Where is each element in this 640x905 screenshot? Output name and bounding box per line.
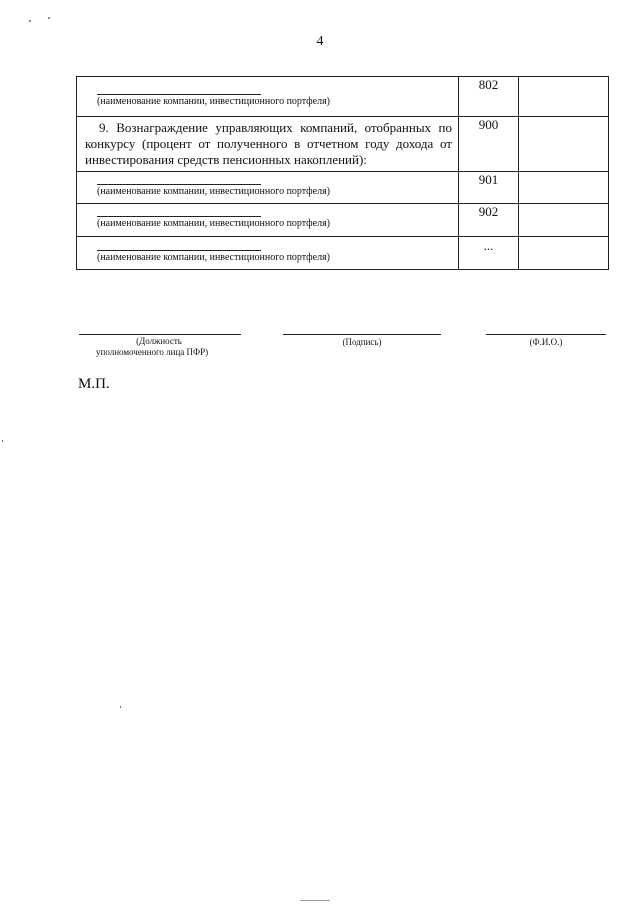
stamp-place: М.П. <box>78 376 110 392</box>
row-value-cell[interactable] <box>519 172 609 204</box>
full-name-line[interactable] <box>486 334 606 335</box>
table-row <box>77 237 609 270</box>
position-caption-line1: (Должность <box>136 336 182 346</box>
row-description <box>77 77 459 117</box>
scan-speck <box>120 706 121 708</box>
signature-line[interactable] <box>283 334 441 335</box>
row-description <box>77 117 459 172</box>
table-row <box>77 77 609 117</box>
row-description <box>77 204 459 237</box>
row-code: ... <box>459 237 519 270</box>
scan-speck <box>300 900 330 901</box>
company-name-caption: (наименование компании, инвестиционного портфеля) <box>97 218 330 229</box>
position-line[interactable] <box>79 334 241 335</box>
row-code: 900 <box>459 117 519 172</box>
section-9-text: 9. Вознаграждение управляющих компаний, отобранных по конкурсу (процент от полученного в отчетном году дохода от инвестирования средств пенсионных накоплений): <box>85 120 452 167</box>
row-code: 802 <box>459 77 519 117</box>
signature-caption: (Подпись) <box>342 337 382 347</box>
row-value-cell[interactable] <box>519 117 609 172</box>
row-code: 901 <box>459 172 519 204</box>
scan-speck <box>29 20 31 22</box>
row-description <box>77 172 459 204</box>
position-caption-line2: уполномоченного лица ПФР) <box>96 347 209 357</box>
table-row <box>77 172 609 204</box>
company-name-caption: (наименование компании, инвестиционного портфеля) <box>97 252 330 263</box>
page-number: 4 <box>316 34 324 49</box>
position-caption <box>74 336 244 358</box>
table-row <box>77 204 609 237</box>
table-row <box>77 117 609 172</box>
full-name-caption: (Ф.И.О.) <box>529 337 563 347</box>
company-name-caption: (наименование компании, инвестиционного портфеля) <box>97 186 330 197</box>
row-value-cell[interactable] <box>519 204 609 237</box>
scan-speck <box>2 440 3 442</box>
report-table <box>76 76 609 270</box>
row-code: 902 <box>459 204 519 237</box>
row-value-cell[interactable] <box>519 237 609 270</box>
row-description <box>77 237 459 270</box>
row-value-cell[interactable] <box>519 77 609 117</box>
scan-speck <box>48 17 50 19</box>
company-name-caption: (наименование компании, инвестиционного портфеля) <box>97 96 330 107</box>
